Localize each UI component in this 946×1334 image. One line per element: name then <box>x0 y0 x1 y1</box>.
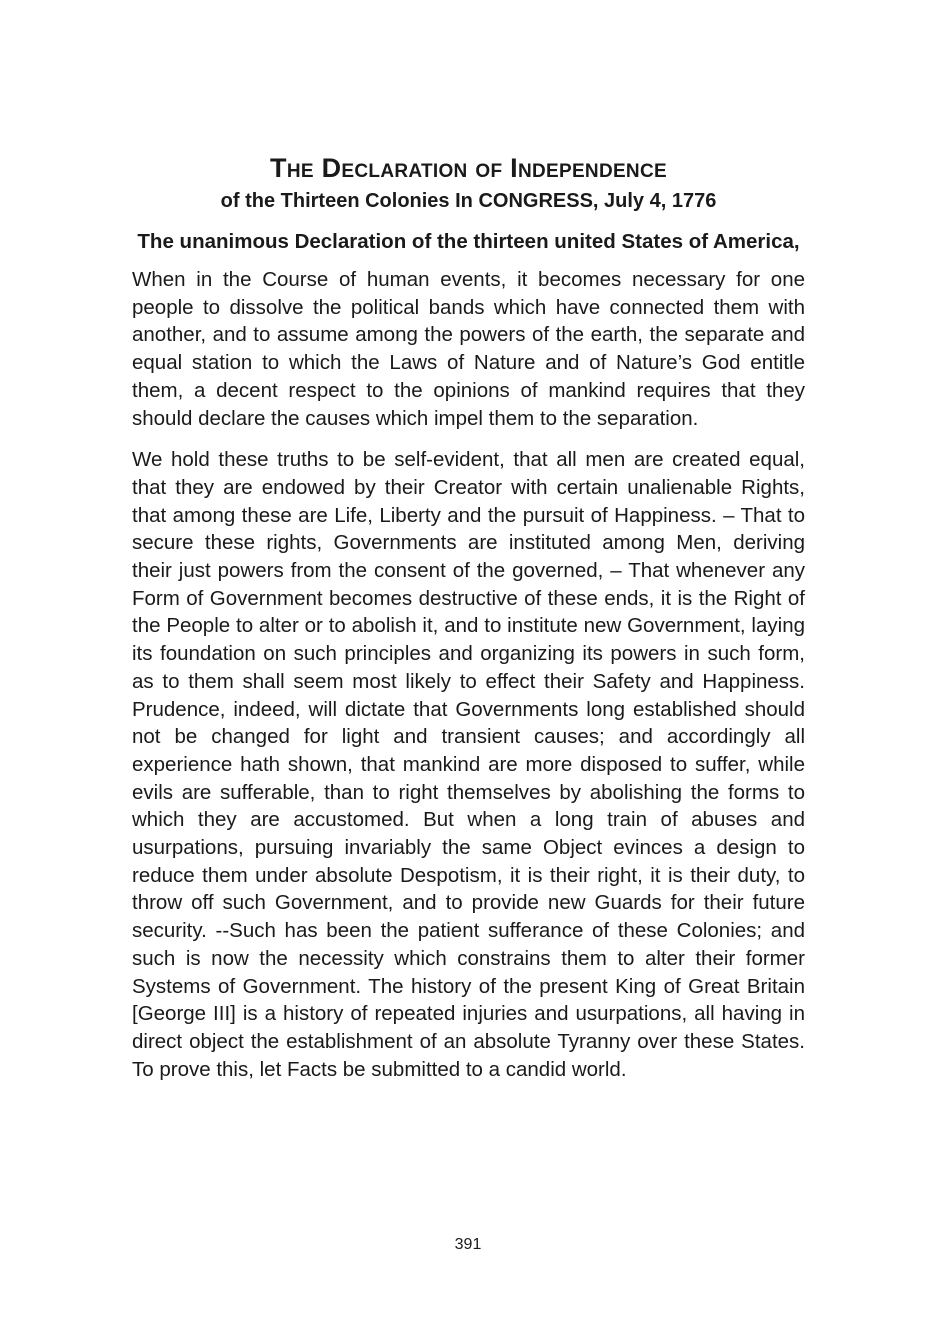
document-title: The Declaration of Independence <box>270 153 667 183</box>
page-number: 391 <box>454 1236 482 1253</box>
paragraph-1: When in the Course of human events, it becomes necessary for one people to dissolve the political bands which have connected them with another, and to assume among the powers of the earth, the separate and equal station to which the Laws of Nature and of Nature’s God entitle them, a decent respect to the opinions of mankind requires that they should declare the causes which impel them to the separation. <box>132 268 805 430</box>
document-subtitle: of the Thirteen Colonies In CONGRESS, July 4, 1776 <box>220 190 717 212</box>
document-page <box>132 150 805 1083</box>
paragraph-2: We hold these truths to be self-evident, that all men are created equal, that they are endowed by their Creator with certain unalienable Rights, that among these are Life, Liberty and the pursuit of Happiness. – That to secure these rights, Governments are instituted among Men, deriving their just powers from the consent of the governed, – That whenever any Form of Government becomes destructive of these ends, it is the Right of the People to alter or to abolish it, and to institute new Government, laying its foundation on such principles and organizing its powers in such form, as to them shall seem most likely to effect their Safety and Happiness. Prudence, indeed, will dictate that Governments long established should not be changed for light and transient causes; and accordingly all experience hath shown, that mankind are more disposed to suffer, while evils are sufferable, than to right themselves by abolishing the forms to which they are accustomed. But when a long train of abuses and usurpations, pursuing invariably the same Object evinces a design to reduce them under absolute Despotism, it is their right, it is their duty, to throw off such Government, and to provide new Guards for their future security. --Such has been the patient sufferance of these Colonies; and such is now the necessity which constrains them to alter their former Systems of Government. The history of the present King of Great Britain [George III] is a history of repeated injuries and usurpations, all having in direct object the establishment of an absolute Tyranny over these States. To prove this, let Facts be submitted to a candid world. <box>132 448 805 1081</box>
section-heading: The unanimous Declaration of the thirteen united States of America, <box>137 230 800 253</box>
